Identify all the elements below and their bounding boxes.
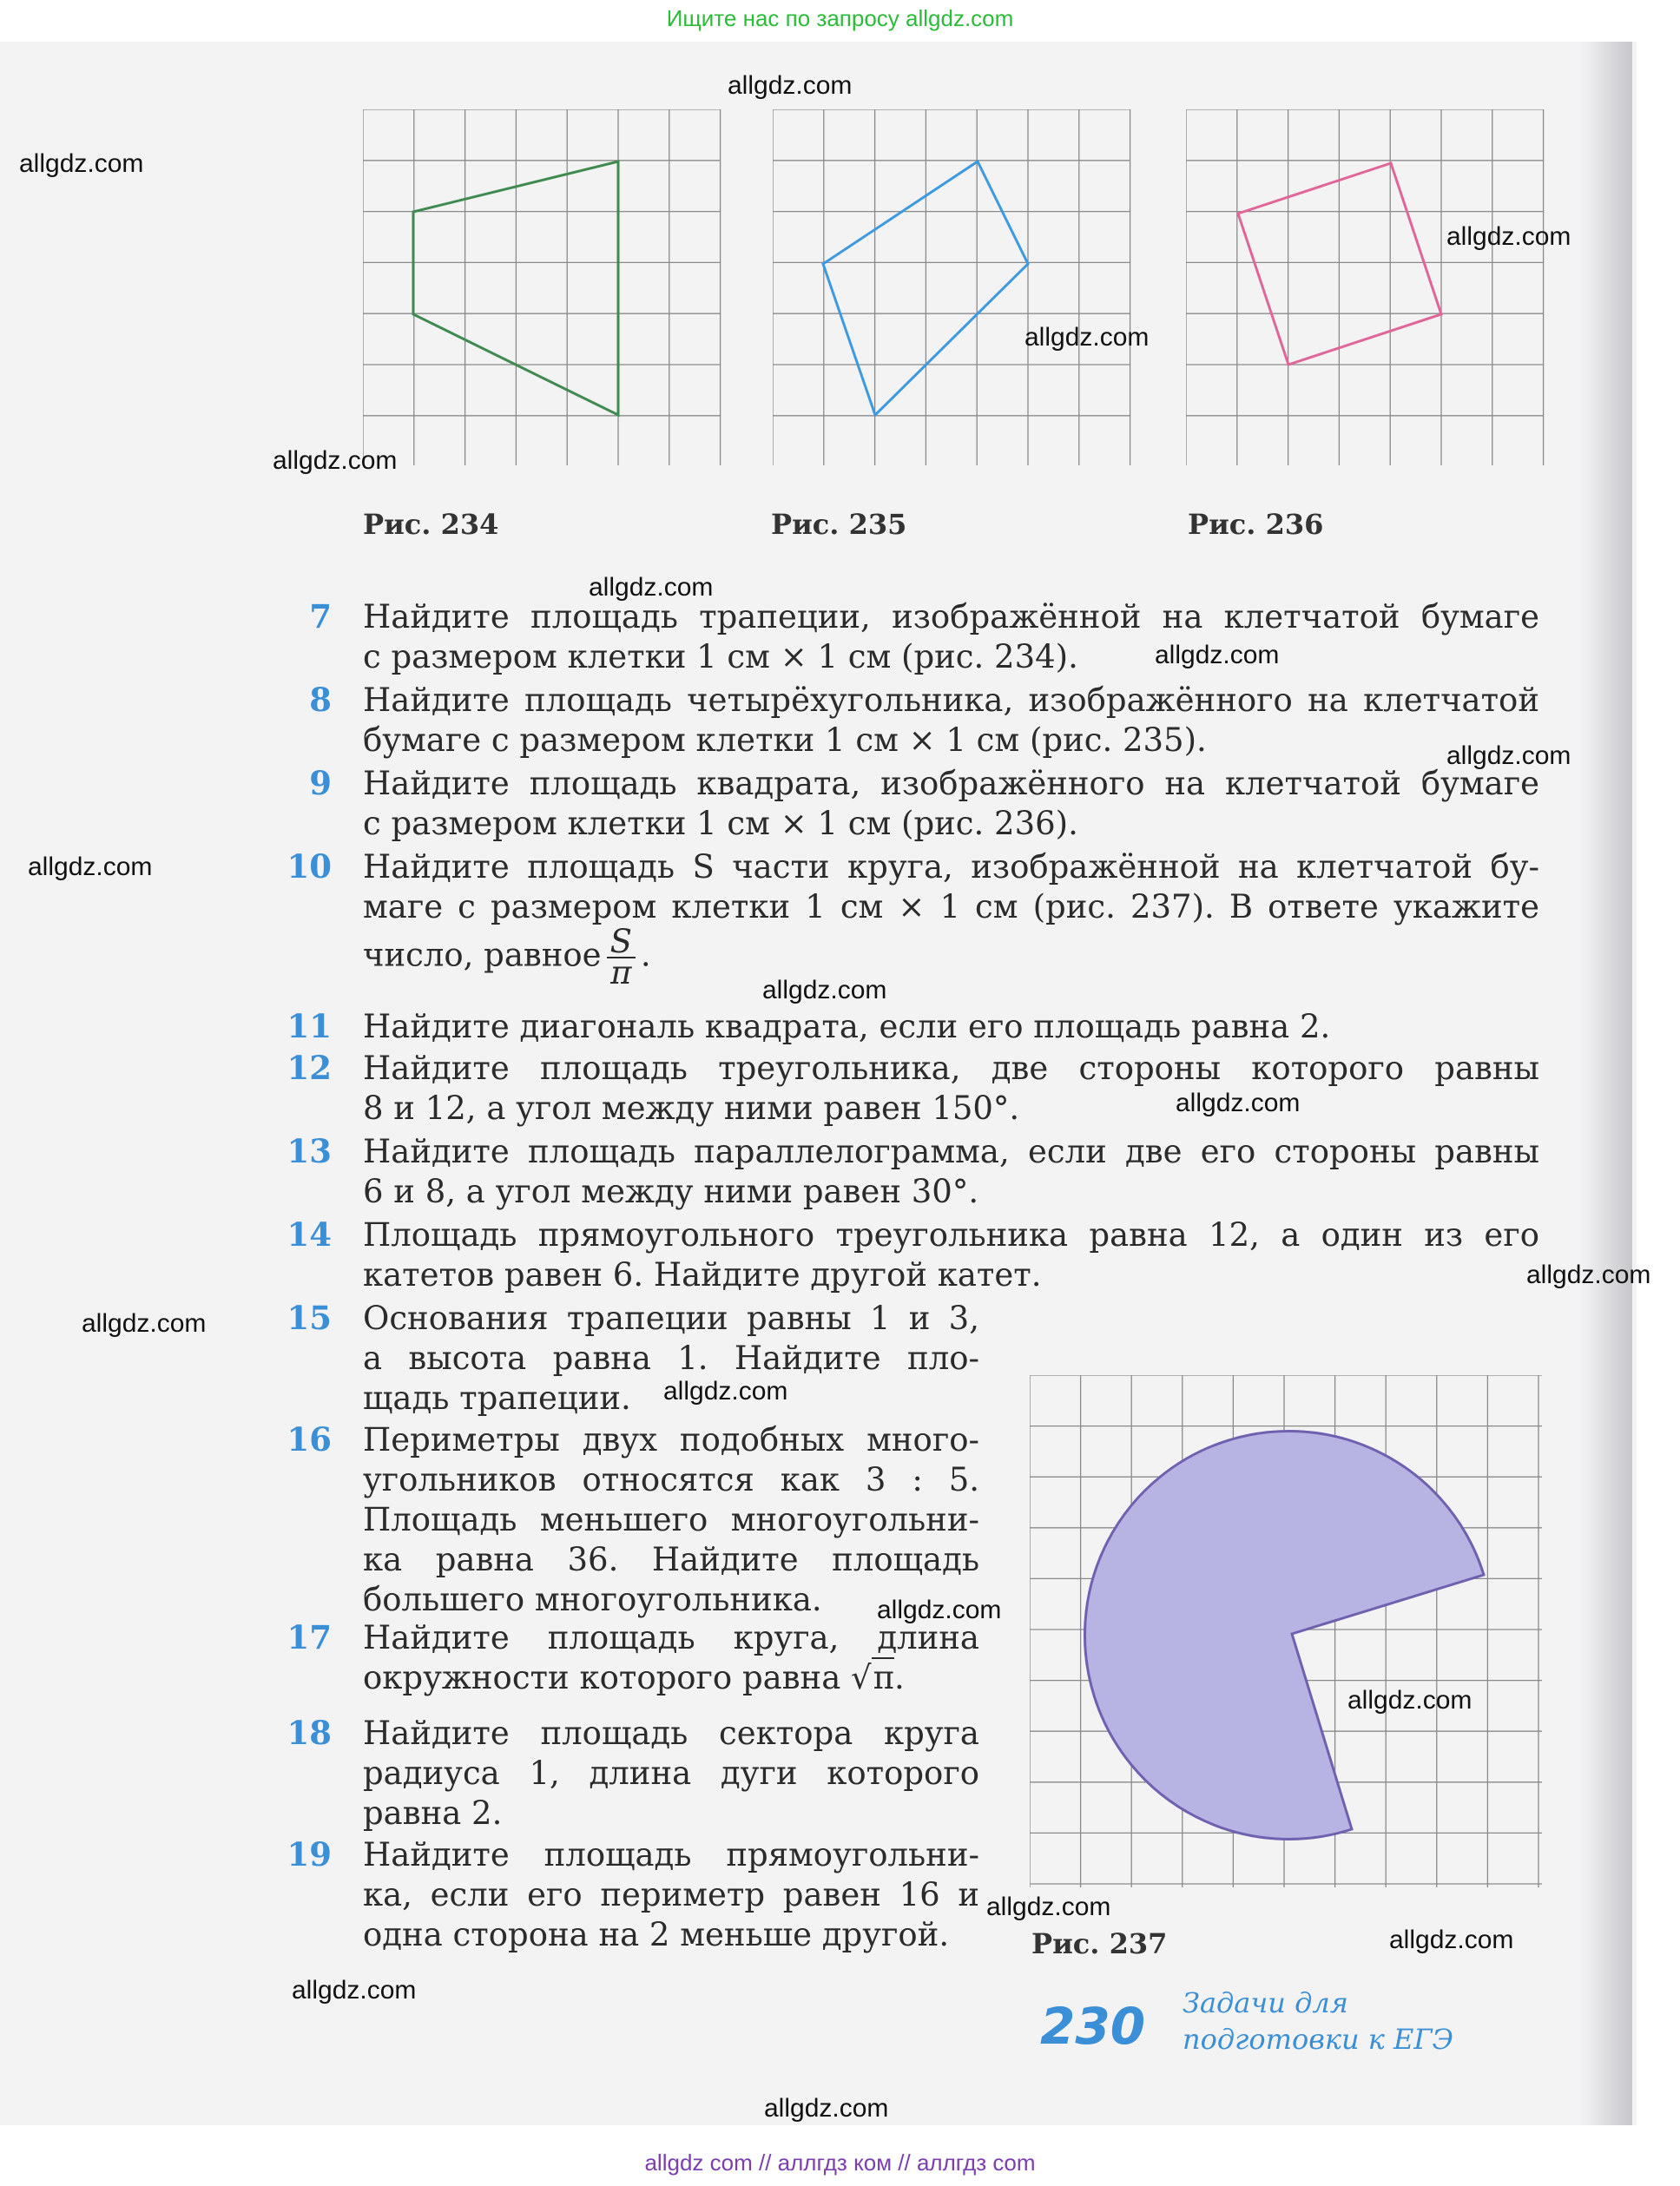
figure-235 [773,109,1134,469]
watermark-text: allgdz.com [19,149,144,178]
problem-text [363,1618,979,1698]
problem-number: 12 [287,1049,332,1087]
section-title-line-1: Задачи для [1183,1986,1348,2019]
problem-number: 9 [309,764,332,802]
problem-line: Основания трапеции равны 1 и 3, [363,1300,979,1337]
problem-line: а высота равна 1. Найдите пло- [363,1340,979,1377]
bottom-banner[interactable]: allgdz com // аллгдз ком // аллгдз com [644,2150,1036,2176]
problem-line: Найдите площадь S части круга, изображённой на клетчатой бу- [363,848,1539,886]
watermark-text: allgdz.com [1347,1686,1472,1715]
watermark-text: allgdz.com [762,976,887,1004]
problem-text [363,1420,979,1620]
problem-line: Найдите диагональ квадрата, если его площадь равна 2. [363,1008,1331,1045]
circle-sector-shape [1085,1431,1484,1839]
problem-number: 8 [309,681,332,719]
problem-line: Периметры двух подобных много- [363,1421,979,1458]
problem-line: Найдите площадь четырёхугольника, изображённого на клетчатой [363,681,1539,719]
problem-line: с размером клетки 1 см × 1 см (рис. 234). [363,638,1078,675]
watermark-text: allgdz.com [1446,741,1571,770]
watermark-text: allgdz.com [292,1976,417,2005]
problem-line: Площадь прямоугольного треугольника равна 12, а один из его [363,1216,1539,1254]
problem-line: с размером клетки 1 см × 1 см (рис. 236). [363,805,1078,842]
section-title [1183,1985,1453,2058]
problem-number: 11 [287,1007,332,1045]
watermark-text: allgdz.com [1176,1089,1301,1117]
problem-line: Найдите площадь треугольника, две стороны которого равны [363,1050,1539,1087]
problem-number: 13 [287,1132,332,1170]
watermark-text: allgdz.com [764,2094,889,2123]
problem-line: маге с размером клетки 1 см × 1 см (рис. 237). В ответе укажите [363,888,1539,925]
problem-line: число, равное $\frac{S}{\pi}$ . [363,923,651,991]
problem-line: Найдите площадь трапеции, изображённой на клетчатой бумаге [363,598,1539,635]
watermark-text: allgdz.com [28,853,153,881]
problem-line: окружности которого равна √π. [363,1659,905,1696]
caption-237: Рис. 237 [1031,1927,1168,1960]
watermark-text: allgdz.com [1155,641,1280,669]
problem-number: 7 [309,597,332,635]
grid [363,109,721,465]
problem-line: Найдите площадь параллелограмма, если две его стороны равны [363,1133,1539,1170]
watermark-text: allgdz.com [1024,323,1150,352]
watermark-text: allgdz.com [589,573,714,602]
watermark-text: allgdz.com [663,1377,788,1406]
problem-text [363,1714,979,1834]
page-edge-shadow [1580,42,1632,2125]
problem-line: равна 2. [363,1794,503,1832]
problem-number: 18 [287,1714,332,1752]
problem-number: 14 [287,1215,332,1254]
problem-line: бумаге с размером клетки 1 см × 1 см (рис. 235). [363,721,1207,759]
watermark-text: allgdz.com [728,71,853,100]
problem-text [363,1835,979,1955]
problem-text [363,1132,1539,1212]
figure-234 [363,109,724,469]
problem-line: Площадь меньшего многоугольни- [363,1501,979,1538]
problem-line: ка, если его периметр равен 16 и [363,1876,979,1913]
caption-235: Рис. 235 [771,508,907,541]
problem-line: 8 и 12, а угол между ними равен 150°. [363,1090,1020,1127]
fraction [607,923,636,991]
problem-text [363,1007,1539,1047]
sqrt-radicand: π [873,1659,894,1696]
problem-line: катетов равен 6. Найдите другой катет. [363,1256,1042,1294]
figure-237 [1030,1375,1545,1891]
fraction-numerator: S [607,927,636,958]
watermark-text: allgdz.com [877,1596,1002,1624]
fraction-denominator: π [610,954,632,991]
problem-number: 16 [287,1420,332,1458]
problem-line: щадь трапеции. [363,1379,631,1417]
problem-number: 17 [287,1618,332,1656]
problem-line: Найдите площадь круга, длина [363,1619,979,1656]
figure-236 [1186,109,1547,469]
problem-number: 15 [287,1299,332,1337]
grid [773,109,1130,465]
problem-text [363,764,1539,844]
problem-number: 19 [287,1835,332,1873]
watermark-text: allgdz.com [273,446,398,475]
watermark-text: allgdz.com [1446,222,1571,251]
problem-text [363,597,1539,677]
problem-number: 10 [287,847,332,886]
watermark-text: allgdz.com [82,1309,207,1338]
section-title-line-2: подготовки к ЕГЭ [1183,2023,1454,2056]
problem-line: радиуса 1, длина дуги которого [363,1755,979,1792]
problem-text [363,1215,1539,1295]
watermark-text: allgdz.com [1526,1261,1651,1289]
problem-line: большего многоугольника. [363,1581,822,1618]
problem-line: угольников относятся как 3 : 5. [363,1461,979,1498]
problem-line: Найдите площадь прямоугольни- [363,1836,979,1873]
caption-236: Рис. 236 [1188,508,1324,541]
top-banner[interactable]: Ищите нас по запросу allgdz.com [666,5,1014,31]
watermark-text: allgdz.com [1389,1926,1514,1954]
caption-234: Рис. 234 [363,508,499,541]
problem-line: 6 и 8, а угол между ними равен 30°. [363,1173,979,1210]
problem-line: одна сторона на 2 меньше другой. [363,1916,950,1953]
problem-text [363,1049,1539,1129]
problem-line: Найдите площадь сектора круга [363,1715,979,1752]
page-number: 230 [1040,1997,1146,2056]
watermark-text: allgdz.com [986,1893,1111,1921]
problem-line: ка равна 36. Найдите площадь [363,1541,979,1578]
grid [1186,109,1544,465]
problem-text [363,681,1539,760]
problem-line: Найдите площадь квадрата, изображённого на клетчатой бумаге [363,765,1539,802]
